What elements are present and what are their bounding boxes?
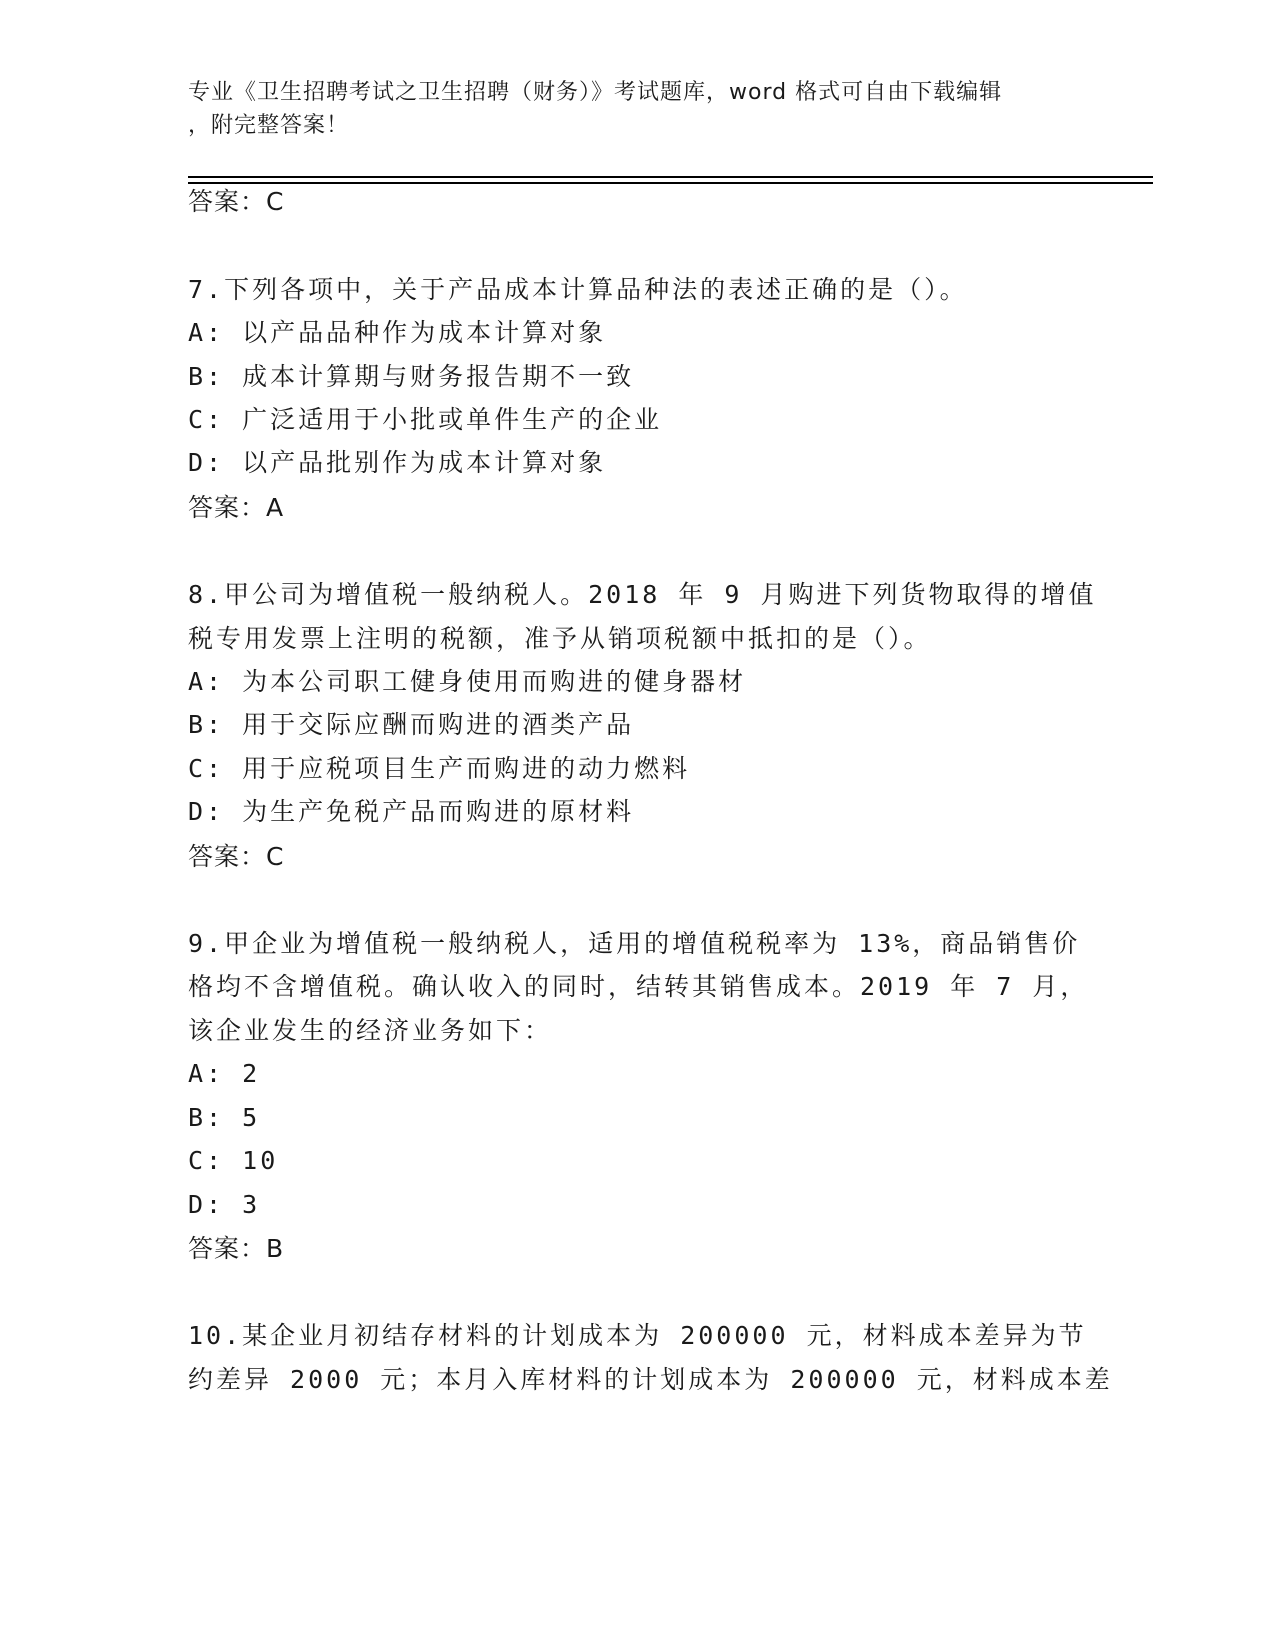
question-7-option-c: C: 广泛适用于小批或单件生产的企业 — [188, 405, 663, 434]
header-rule-top — [188, 176, 1153, 178]
question-9-option-b: B: 5 — [188, 1103, 261, 1132]
question-7-option-a: A: 以产品品种作为成本计算对象 — [188, 318, 607, 347]
question-10-stem-line-2: 约差异 2000 元；本月入库材料的计划成本为 200000 元，材料成本差 — [188, 1365, 1113, 1394]
question-8-option-a: A: 为本公司职工健身使用而购进的健身器材 — [188, 667, 747, 696]
question-8-option-d: D: 为生产免税产品而购进的原材料 — [188, 797, 635, 826]
question-8-answer: 答案：C — [188, 842, 285, 871]
question-9-stem-line-2: 格均不含增值税。确认收入的同时，结转其销售成本。2019 年 7 月， — [188, 972, 1089, 1001]
question-9-option-c: C: 10 — [188, 1146, 279, 1175]
question-9-stem-line-1: 9.甲企业为增值税一般纳税人，适用的增值税税率为 13%，商品销售价 — [188, 929, 1081, 958]
question-10-stem-line-1: 10.某企业月初结存材料的计划成本为 200000 元，材料成本差异为节 — [188, 1321, 1087, 1350]
question-7-option-b: B: 成本计算期与财务报告期不一致 — [188, 362, 635, 391]
question-9-option-d: D: 3 — [188, 1190, 261, 1219]
header-rule-bottom — [188, 182, 1153, 184]
answer-previous: 答案：C — [188, 187, 285, 216]
question-7-option-d: D: 以产品批别作为成本计算对象 — [188, 448, 607, 477]
question-7-stem: 7.下列各项中，关于产品成本计算品种法的表述正确的是（）。 — [188, 275, 968, 304]
question-8-option-b: B: 用于交际应酬而购进的酒类产品 — [188, 710, 635, 739]
question-8-stem-line-2: 税专用发票上注明的税额，准予从销项税额中抵扣的是（）。 — [188, 624, 932, 653]
header-line-2: ，附完整答案！ — [188, 113, 350, 138]
question-8-stem-line-1: 8.甲公司为增值税一般纳税人。2018 年 9 月购进下列货物取得的增值 — [188, 580, 1097, 609]
header-line-1: 专业《卫生招聘考试之卫生招聘（财务）》考试题库，word 格式可自由下载编辑 — [188, 80, 1003, 105]
question-9-answer: 答案：B — [188, 1234, 285, 1263]
question-9-option-a: A: 2 — [188, 1059, 261, 1088]
question-8-option-c: C: 用于应税项目生产而购进的动力燃料 — [188, 754, 691, 783]
document-header — [188, 76, 1088, 142]
question-9-stem-line-3: 该企业发生的经济业务如下： — [188, 1016, 553, 1045]
question-7-answer: 答案：A — [188, 493, 285, 522]
